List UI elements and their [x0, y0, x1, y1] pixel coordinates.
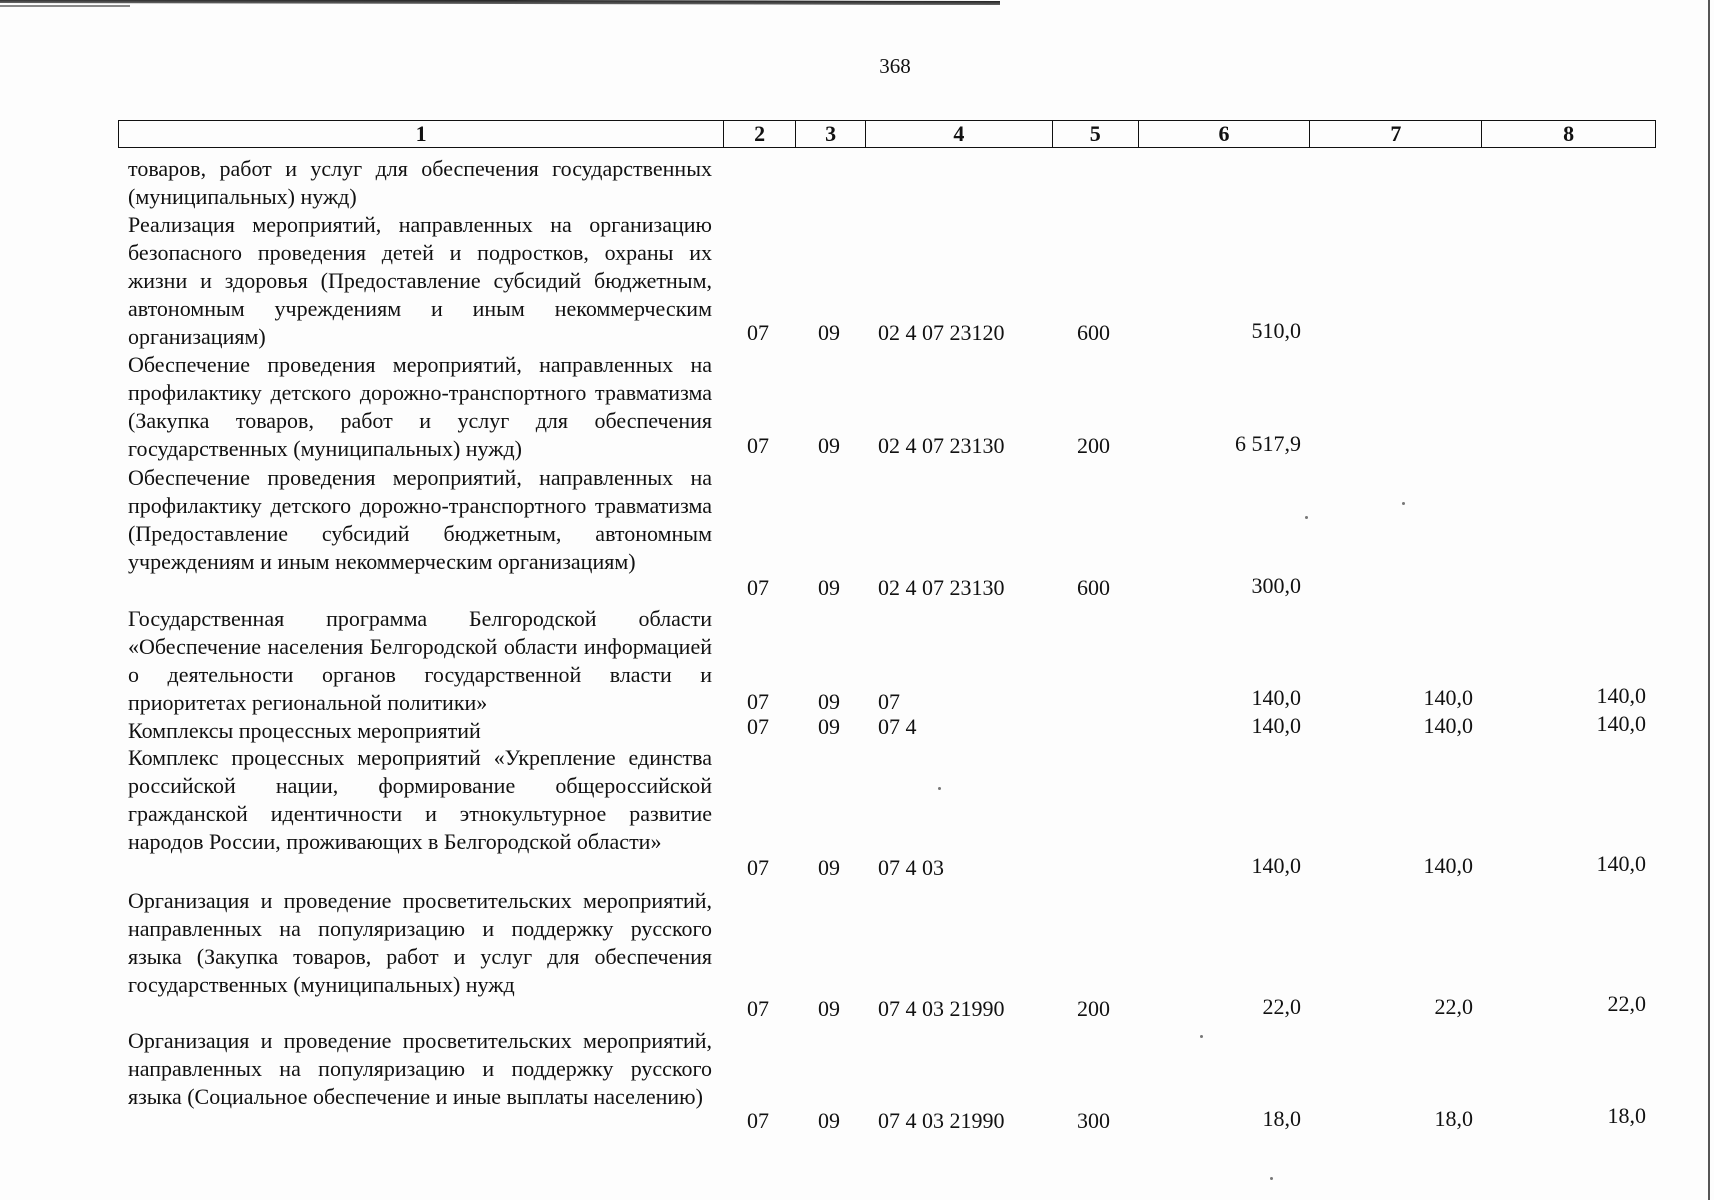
cell-amount-6: 140,0	[1251, 713, 1301, 738]
cell-subsection: 09	[818, 714, 840, 739]
cell-subsection: 09	[818, 689, 840, 714]
row-description: товаров, работ и услуг для обеспечения государственных (муниципальных) нужд)	[128, 156, 712, 209]
scan-speck	[938, 787, 941, 790]
cell-amount-6: 22,0	[1262, 994, 1301, 1019]
cell-section: 07	[747, 855, 769, 880]
row-description: Государственная программа Белгородской области «Обеспечение населения Белгородской области информацией о деятельности органов государственной власти и приоритетах региональной политики»	[128, 606, 712, 715]
cell-amount-7: 140,0	[1423, 685, 1473, 710]
cell-section: 07	[747, 689, 769, 714]
cell-subsection: 09	[818, 433, 840, 458]
header-col-1: 1	[119, 121, 724, 147]
header-col-2: 2	[724, 121, 796, 147]
scan-speck	[1270, 1177, 1273, 1180]
header-col-8: 8	[1563, 121, 1575, 146]
scan-edge-line	[0, 0, 1000, 5]
row-description: Организация и проведение просветительских мероприятий, направленных на популяризацию и поддержку русского языка (Закупка товаров, работ и услуг для обеспечения государственных (муниципальных) нужд	[128, 888, 712, 997]
cell-amount-6: 18,0	[1262, 1106, 1301, 1131]
cell-target-code: 07 4 03 21990	[878, 1108, 1005, 1133]
cell-expense-type: 300	[1077, 1108, 1110, 1133]
cell-subsection: 09	[818, 855, 840, 880]
cell-target-code: 02 4 07 23130	[878, 433, 1005, 458]
cell-expense-type: 200	[1077, 996, 1110, 1021]
cell-amount-8: 140,0	[1596, 683, 1646, 708]
header-col-7: 7	[1310, 121, 1482, 147]
cell-amount-6: 140,0	[1251, 685, 1301, 710]
cell-target-code: 07 4 03	[878, 855, 944, 880]
cell-amount-7: 18,0	[1434, 1106, 1473, 1131]
cell-section: 07	[747, 320, 769, 345]
scan-edge-line-short	[0, 5, 130, 7]
row-description: Реализация мероприятий, направленных на организацию безопасного проведения детей и подростков, охраны их жизни и здоровья (Предоставление субсидий бюджетным, автономным учреждениям и иным некоммерческим организациям)	[128, 212, 712, 349]
cell-target-code: 07 4 03 21990	[878, 996, 1005, 1021]
cell-target-code: 07	[878, 689, 900, 714]
scan-right-edge	[1708, 0, 1710, 1200]
cell-section: 07	[747, 996, 769, 1021]
cell-section: 07	[747, 1108, 769, 1133]
cell-subsection: 09	[818, 575, 840, 600]
cell-amount-7: 140,0	[1423, 853, 1473, 878]
row-description: Комплексы процессных мероприятий	[128, 718, 481, 743]
cell-amount-8: 140,0	[1596, 851, 1646, 876]
cell-section: 07	[747, 575, 769, 600]
table-header	[118, 120, 1656, 148]
cell-expense-type: 200	[1077, 433, 1110, 458]
cell-amount-6: 6 517,9	[1235, 431, 1301, 456]
cell-target-code: 02 4 07 23130	[878, 575, 1005, 600]
header-col-3: 3	[796, 121, 866, 147]
cell-section: 07	[747, 714, 769, 739]
cell-subsection: 09	[818, 996, 840, 1021]
cell-amount-7: 140,0	[1423, 713, 1473, 738]
scan-speck	[1402, 502, 1405, 505]
row-description: Организация и проведение просветительских мероприятий, направленных на популяризацию и поддержку русского языка (Социальное обеспечение и иные выплаты населению)	[128, 1028, 712, 1109]
cell-target-code: 07 4	[878, 714, 917, 739]
cell-amount-6: 300,0	[1251, 573, 1301, 598]
header-col-4: 4	[866, 121, 1053, 147]
cell-amount-8: 18,0	[1607, 1103, 1646, 1128]
cell-subsection: 09	[818, 1108, 840, 1133]
row-description: Обеспечение проведения мероприятий, направленных на профилактику детского дорожно-транспортного травматизма (Предоставление субсидий бюджетным, автономным учреждениям и иным некоммерческим организациям)	[128, 465, 712, 574]
cell-amount-8: 22,0	[1607, 991, 1646, 1016]
cell-section: 07	[747, 433, 769, 458]
row-description: Обеспечение проведения мероприятий, направленных на профилактику детского дорожно-транспортного травматизма (Закупка товаров, работ и услуг для обеспечения государственных (муниципальных) нужд)	[128, 352, 712, 461]
cell-expense-type: 600	[1077, 575, 1110, 600]
scan-speck	[1200, 1035, 1203, 1038]
header-col-6: 6	[1139, 121, 1311, 147]
cell-amount-6: 140,0	[1251, 853, 1301, 878]
cell-expense-type: 600	[1077, 320, 1110, 345]
page-number: 368	[879, 54, 911, 78]
row-description: Комплекс процессных мероприятий «Укрепление единства российской нации, формирование общероссийской гражданской идентичности и этнокультурное развитие народов России, проживающих в Белгородской области»	[128, 745, 712, 854]
cell-target-code: 02 4 07 23120	[878, 320, 1005, 345]
header-col-5: 5	[1053, 121, 1139, 147]
scan-speck	[1305, 516, 1308, 519]
cell-amount-8: 140,0	[1596, 711, 1646, 736]
cell-amount-7: 22,0	[1434, 994, 1473, 1019]
cell-subsection: 09	[818, 320, 840, 345]
cell-amount-6: 510,0	[1251, 318, 1301, 343]
